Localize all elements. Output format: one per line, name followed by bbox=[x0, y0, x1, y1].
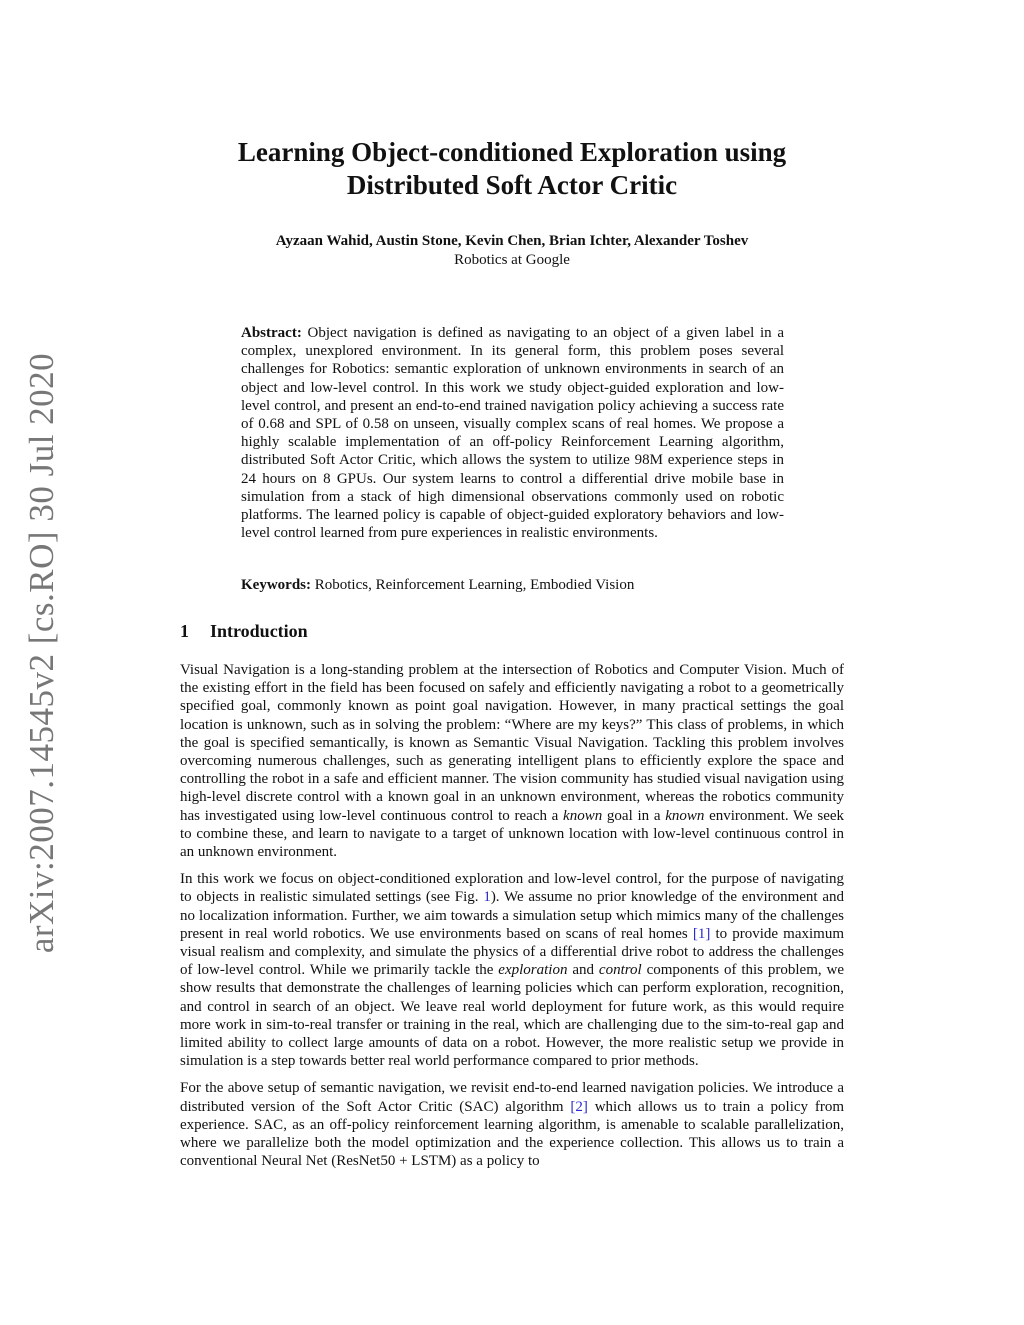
paper-title-line-2: Distributed Soft Actor Critic bbox=[346, 170, 678, 200]
paragraph-1-text-b: goal in a bbox=[606, 807, 661, 824]
keywords-label: Keywords: bbox=[241, 577, 311, 593]
section-title: Introduction bbox=[210, 621, 308, 641]
section-heading bbox=[180, 620, 308, 642]
keywords bbox=[241, 576, 784, 594]
emphasis-exploration: exploration bbox=[498, 962, 568, 979]
emphasis-known: known bbox=[563, 807, 603, 824]
emphasis-control: control bbox=[598, 962, 642, 979]
arxiv-identifier-text: arXiv:2007.14545v2 [cs.RO] 30 Jul 2020 bbox=[22, 352, 62, 953]
paragraph-2 bbox=[180, 870, 844, 1070]
paragraph-1-text-c: environment. We seek to combine these, and learn to navigate to a target of unknown location with low-level continuous control in an unknown environment. bbox=[180, 807, 845, 861]
paragraph-1 bbox=[180, 661, 844, 861]
paragraph-2-text-b: ). We assume no prior knowledge of the environment and no localization information. Further, we aim towards a simulation setup which mimics many of the challenges present in real world robotics. We use environments based on scans of real homes bbox=[180, 889, 844, 942]
citation-link[interactable]: [1] bbox=[692, 925, 711, 942]
body-text bbox=[180, 661, 844, 1179]
figure-reference-link[interactable]: 1 bbox=[483, 889, 491, 906]
abstract bbox=[241, 324, 784, 542]
arxiv-identifier bbox=[22, 352, 62, 953]
paragraph-2-text-c: to provide maximum visual realism and complexity, and simulate the physics of a differential drive robot to address the challenges of low-level control. While we primarily tackle the bbox=[180, 925, 844, 979]
emphasis-known: known bbox=[665, 807, 705, 824]
keywords-text: Robotics, Reinforcement Learning, Embodied Vision bbox=[314, 577, 635, 593]
paragraph-3-text-a: For the above setup of semantic navigation, we revisit end-to-end learned navigation policies. We introduce a distributed version of the Soft Actor Critic (SAC) algorithm bbox=[180, 1080, 844, 1115]
paragraph-3-text-b: which allows us to train a policy from experience. SAC, as an off-policy reinforcement learning algorithm, is amenable to scalable parallelization, where we parallelize both the model optimization and the experience collection. This allows us to train a conventional Neural Net (ResNet50 + LSTM) as a policy to bbox=[180, 1098, 845, 1170]
paper-title-line-1: Learning Object-conditioned Exploration using bbox=[237, 137, 787, 167]
paragraph-3 bbox=[180, 1079, 844, 1170]
paragraph-2-text-and: and bbox=[572, 962, 595, 979]
paragraph-2-text-d: components of this problem, we show results that demonstrate the challenges of learning policies which can perform exploration, recognition, and control in search of an object. We leave real world deployment for future work, as this would require more work in sim-to-real transfer or training in the real, which are challenging due to the sim-to-real gap and limited ability to collect large amounts of data on a robot. However, the more realistic setup we provide in simulation is a step towards better real world performance compared to prior methods. bbox=[180, 962, 845, 1070]
abstract-label: Abstract: bbox=[241, 325, 302, 341]
affiliation: Robotics at Google bbox=[454, 252, 570, 268]
paragraph-1-text-a: Visual Navigation is a long-standing problem at the intersection of Robotics and Computer Vision. Much of the existing effort in the field has been focused on safely and efficiently navigating a robot to a geometrically specified goal, commonly known as point goal navigation. However, in many practical settings the goal location is unknown, such as in solving the problem: “Where are my keys?” This class of problems, in which the goal is specified semantically, is known as Semantic Visual Navigation. Tackling this problem involves overcoming numerous challenges, such as generating intelligent plans to efficiently explore the space and controlling the robot in a safe and efficient manner. The vision community has studied visual navigation using high-level discrete control with a known goal in an unknown environment, whereas the robotics community has investigated using low-level continuous control to reach a bbox=[180, 662, 844, 824]
abstract-text: Object navigation is defined as navigating to an object of a given label in a complex, unexplored environment. In its general form, this problem poses several challenges for Robotics: semantic exploration of unknown environments in search of an object and low-level control. In this work we study object-guided exploration and low-level control, and present an end-to-end trained navigation policy achieving a success rate of 0.68 and SPL of 0.58 on unseen, visually complex scans of real homes. We propose a highly scalable implementation of an off-policy Reinforcement Learning algorithm, distributed Soft Actor Critic, which allows the system to utilize 98M experience steps in 24 hours on 8 GPUs. Our system learns to control a differential drive mobile base in simulation from a stack of high dimensional observations commonly used on robotic platforms. The learned policy is capable of object-guided exploratory behaviors and low-level control learned from pure experiences in realistic environments. bbox=[241, 325, 785, 542]
paper-title bbox=[180, 136, 844, 202]
author-block bbox=[180, 232, 844, 270]
paragraph-2-text-a: In this work we focus on object-conditioned exploration and low-level control, for the purpose of navigating to objects in realistic simulated settings (see Fig. bbox=[180, 871, 844, 906]
author-names: Ayzaan Wahid, Austin Stone, Kevin Chen, Brian Ichter, Alexander Toshev bbox=[275, 233, 749, 249]
section-number: 1 bbox=[180, 621, 189, 641]
citation-link[interactable]: [2] bbox=[570, 1098, 588, 1115]
